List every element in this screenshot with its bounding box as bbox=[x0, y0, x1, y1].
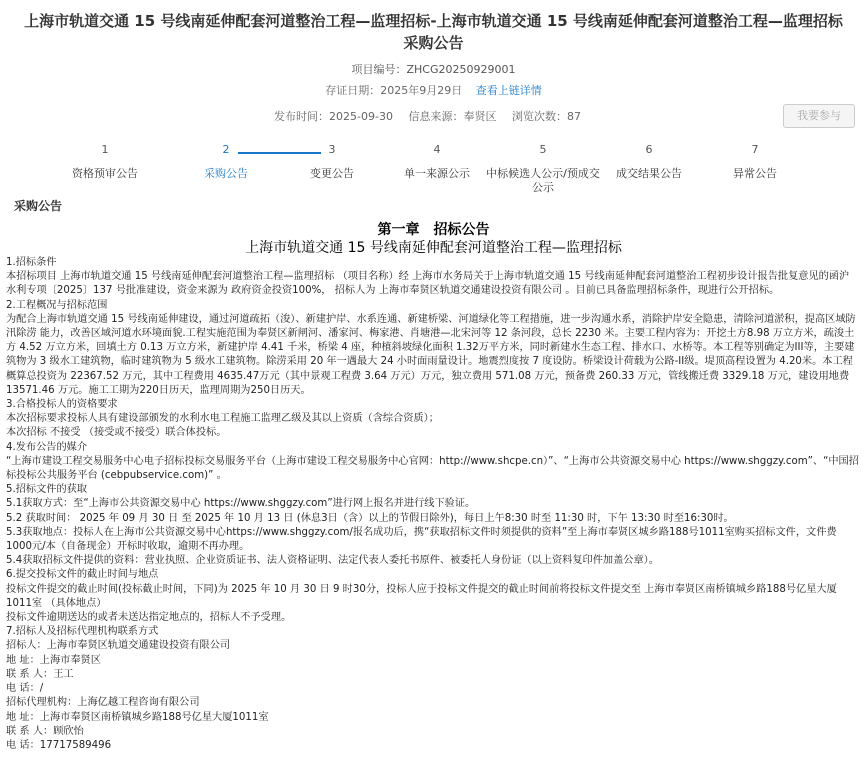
notice-line: 5.1获取方式：至“上海市公共资源交易中心 https://www.shggzy.com”进行网上报名并进行线下验证。 bbox=[6, 498, 476, 510]
project-number: 项目编号：ZHCG20250929001 bbox=[351, 63, 516, 76]
step-6[interactable]: 6 成交结果公告 bbox=[616, 143, 682, 180]
process-steps bbox=[45, 143, 815, 203]
notice-line: 地 址：上海市奉贤区 bbox=[6, 654, 101, 666]
view-count: 浏览次数：87 bbox=[511, 110, 581, 123]
notice-line: 地 址：上海市奉贤区南桥镇城乡路188号亿星大厦1011室 bbox=[6, 711, 269, 723]
notice-line: 本次招标要求投标人具有建设部颁发的水利水电工程施工监理乙级及其以上资质（含综合资质）； bbox=[6, 413, 439, 425]
step-2[interactable]: 2 采购公告 bbox=[204, 143, 248, 180]
notice-line: 招标代理机构：上海亿越工程咨询有限公司 bbox=[6, 697, 200, 709]
notice-line: 为配合上海市轨道交通 15 号线南延伸建设，通过河道疏拓（浚）、新建护岸、水系连通、新建桥梁、河道绿化等工程措施，进一步沟通水系，消除护岸安全隐患，清除河道淤积，提高区域防汛除涝 能力，改善区域河道水环境面貌.工程实施范围为奉贤区新闸河、潘家河、梅家港、肖塘港—北宋河等 12 条河段，总长 2230 米。主要工程内容为：开挖土方8.98 万立方米，疏浚土方 4.52 万立方米，回填土方 0.13 万立方米，新建护岸 4.41 千米，桥梁 4 座，种植斜坡绿化面积 1.32万平方米，同时新建水生态工程、排水口、水桥等。本工程等别确定为III等，主要建筑物为 3 级水工建筑物，临时建筑物为 5 级水工建筑物。除涝采用 20 年一遇最大 24 小时面雨量设计。地震烈度按 7 度设防。桥梁设计荷载为公路-II级。堤顶高程设置为 4.20米。本工程概算总投资为 22367.52 万元，其中工程费用 4635.47万元（其中景观工程费 3.64 万元）万元，独立费用 571.08 万元，预备费 260.33 万元，管线搬迁费 3329.18 万元，建设用地费13571.46 万元。施工工期为220日历天，监理周期为250日历天。 bbox=[6, 313, 856, 396]
notice-line: 电 话：/ bbox=[6, 683, 44, 695]
chapter-subtitle: 上海市轨道交通 15 号线南延伸配套河道整治工程—监理招标 bbox=[245, 240, 622, 256]
step-1[interactable]: 1 资格预审公告 bbox=[72, 143, 138, 180]
notice-line: 本次招标 不接受 （接受或不接受）联合体投标。 bbox=[6, 427, 227, 439]
notice-line: 5.2 获取时间： 2025 年 09 月 30 日 至 2025 年 10 月 13 日 (休息3日（含）以上的节假日除外)，每日上午8:30 时至 11:30 时，下午 13:30 时至16:30时。 bbox=[6, 512, 734, 524]
notice-line: 电 话：17717589496 bbox=[6, 739, 112, 751]
notice-line: 联 系 人：王工 bbox=[6, 668, 74, 680]
notice-line: 5.4获取招标文件提供的资料：营业执照、企业资质证书、法人资格证明、法定代表人委托书原件、被委托人身份证（以上资料复印件加盖公章）。 bbox=[6, 555, 659, 567]
info-source: 信息来源：奉贤区 bbox=[408, 110, 497, 123]
notice-line: “上海市建设工程交易服务中心电子招标投标交易服务平台（上海市建设工程交易服务中心官网：http://www.shcpe.cn）”、“上海市公共资源交易中心 https://www.shggzy.com”、“中国招标投标公共服务平台 (cebpubservice.com)” 。 bbox=[6, 455, 859, 482]
publish-time: 发布时间：2025-09-30 bbox=[274, 110, 393, 123]
notice-line: 招标人：上海市奉贤区轨道交通建设投资有限公司 bbox=[6, 640, 231, 652]
publish-meta bbox=[0, 108, 867, 124]
section-heading: 采购公告 bbox=[14, 199, 63, 213]
notice-line: 投标文件逾期送达的或者未送达指定地点的，招标人不予受理。 bbox=[6, 612, 292, 624]
notice-line: 7.招标人及招标代理机构联系方式 bbox=[6, 626, 159, 638]
notice-body bbox=[6, 256, 859, 753]
step-5[interactable]: 5 中标候选人公示/预成交公示 bbox=[486, 143, 600, 194]
step-4[interactable]: 4 单一来源公示 bbox=[404, 143, 470, 180]
notice-line: 投标文件提交的截止时间(投标截止时间，下同)为 2025 年 10 月 30 日 9 时30分，投标人应于投标文件提交的截止时间前将投标文件提交至 上海市奉贤区南桥镇城乡路188号亿星大厦1011室 （具体地点） bbox=[6, 583, 837, 609]
notice-line: 本招标项目 上海市轨道交通 15 号线南延伸配套河道整治工程—监理招标 （项目名称）经 上海市水务局关于上海市轨道交通 15 号线南延伸配套河道整治工程初步设计报告批复意见的函沪水利专项〔2025〕137 号批准建设，资金来源为 政府资金投资100%， 招标人为 上海市奉贤区轨道交通建设投资有限公司 。目前已具备监理招标条件，现进行公开招标。 bbox=[6, 271, 850, 297]
chain-detail-link[interactable]: 查看上链详情 bbox=[475, 84, 542, 97]
step-3[interactable]: 3 变更公告 bbox=[310, 143, 354, 180]
step-7[interactable]: 7 异常公告 bbox=[733, 143, 777, 180]
notice-line: 5.3获取地点：投标人在上海市公共资源交易中心https://www.shggzy.com/报名成功后，携“获取招标文件时须提供的资料”至上海市奉贤区城乡路188号1011室购买招标文件，文件费 1000元/本（自备现金）开标时收取，逾期不再办理。 bbox=[6, 526, 837, 553]
notice-line: 联 系 人：顾欣怡 bbox=[6, 725, 84, 737]
notice-line: 6.提交投标文件的截止时间与地点 bbox=[6, 569, 159, 581]
deposit-date: 存证日期：2025年9月29日 bbox=[325, 84, 463, 97]
notice-line: 5.招标文件的获取 bbox=[6, 484, 88, 496]
page-title: 上海市轨道交通 15 号线南延伸配套河道整治工程—监理招标-上海市轨道交通 15 号线南延伸配套河道整治工程—监理招标采购公告 bbox=[24, 12, 843, 52]
deposit-info bbox=[0, 82, 867, 98]
notice-line: 1.招标条件 bbox=[6, 257, 57, 268]
notice-line: 4.发布公告的媒介 bbox=[6, 441, 88, 453]
join-button[interactable]: 我要参与 bbox=[783, 104, 855, 128]
notice-line: 3.合格投标人的资格要求 bbox=[6, 399, 118, 411]
notice-line: 2.工程概况与招标范围 bbox=[6, 299, 108, 311]
chapter-title: 第一章 招标公告 bbox=[377, 222, 490, 238]
